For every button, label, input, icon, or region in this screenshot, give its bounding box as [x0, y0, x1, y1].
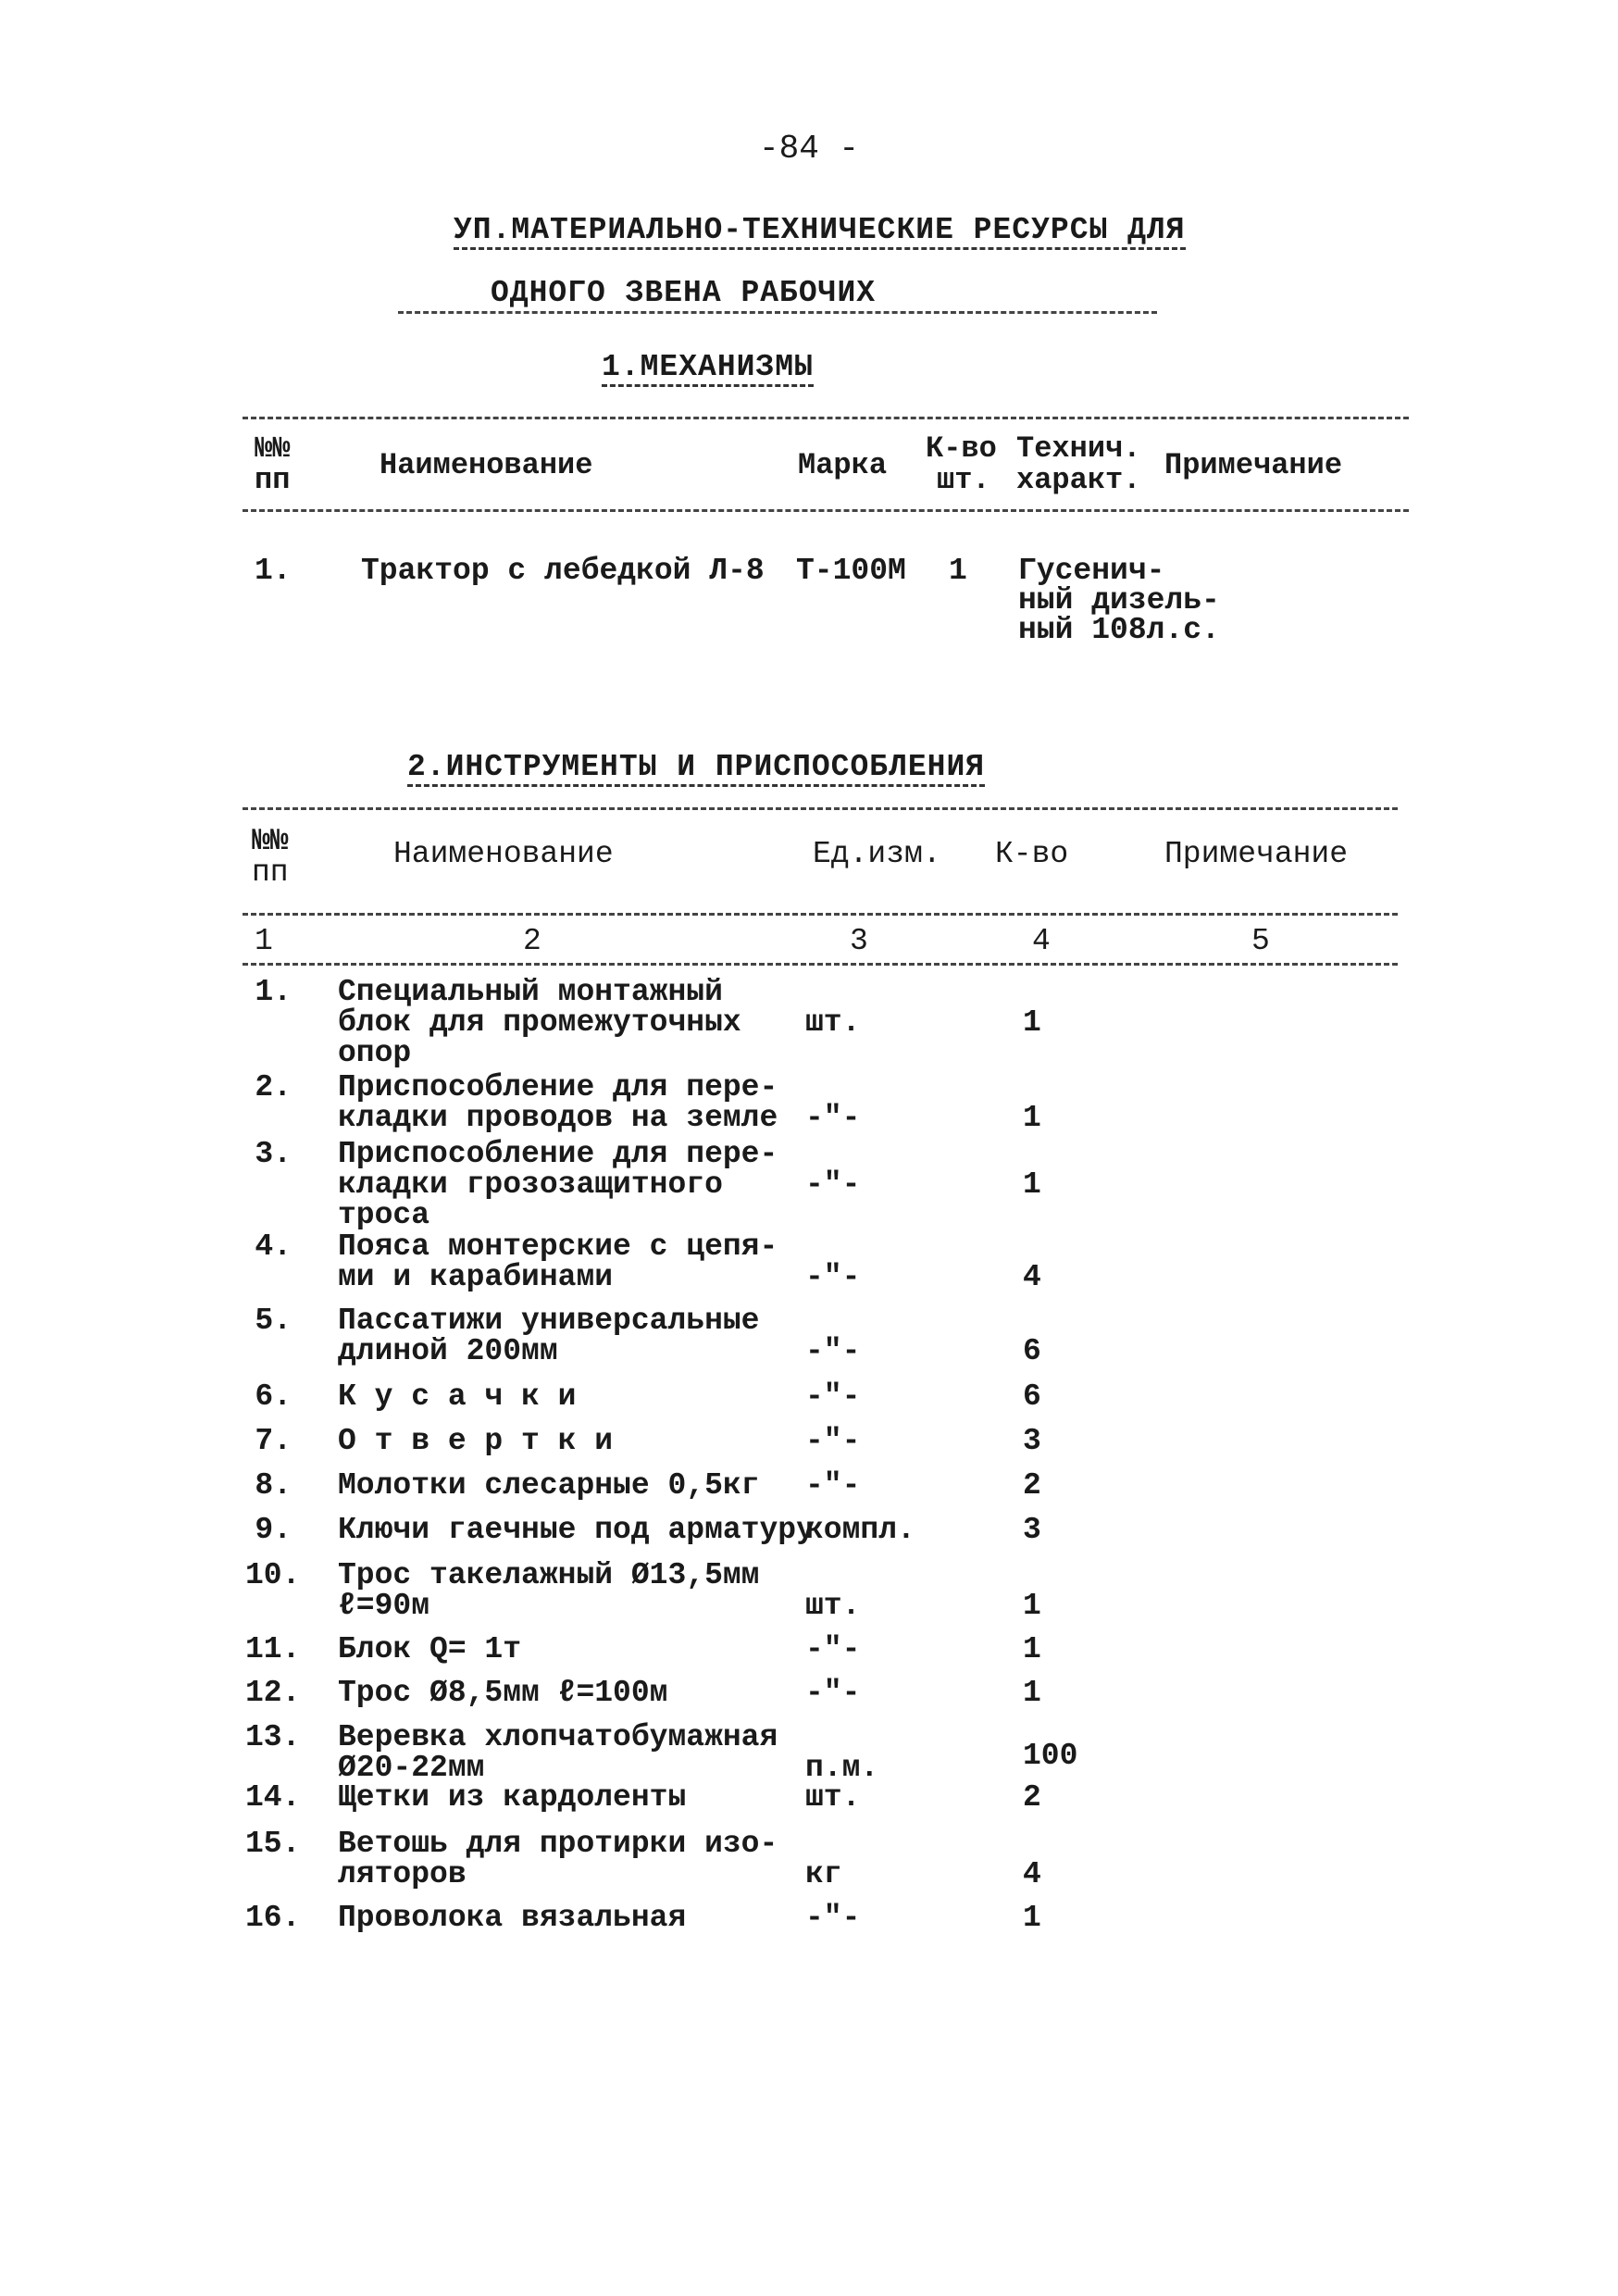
t1-row1-tech1: Гусенич- [1018, 554, 1165, 588]
row-number: 10. [245, 1558, 301, 1592]
row-name: Трос такелажный Ø13,5мм ℓ=90м [338, 1558, 760, 1623]
row-number: 16. [245, 1901, 301, 1935]
t2-header-no1: №№ [252, 824, 289, 858]
row-qty: 1 [1023, 1901, 1041, 1935]
t1-row1-name: Трактор с лебедкой Л-8 [361, 554, 765, 588]
row-name: Приспособление для пере- кладки проводов на земле [338, 1070, 778, 1135]
row-qty: 1 [1023, 1005, 1041, 1040]
row-unit: -"- [805, 1260, 861, 1294]
row-number: 9. [255, 1513, 292, 1547]
row-unit: -"- [805, 1167, 861, 1202]
t1-header-note: Примечание [1164, 448, 1343, 482]
t1-header-name: Наименование [380, 448, 593, 482]
row-unit: кг [805, 1857, 842, 1891]
row-qty: 4 [1023, 1260, 1041, 1294]
row-number: 11. [245, 1632, 301, 1666]
row-name: Щетки из кардоленты [338, 1780, 687, 1815]
row-name: Проволока вязальная [338, 1901, 687, 1935]
row-unit: -"- [805, 1468, 861, 1503]
row-unit: п.м. [805, 1751, 879, 1785]
row-name: Блок Q= 1т [338, 1632, 522, 1666]
tools-title: 2.ИНСТРУМЕНТЫ И ПРИСПОСОБЛЕНИЯ [407, 750, 985, 787]
row-name: О т в е р т к и [338, 1424, 614, 1458]
t1-row1-tech2: ный дизель- [1018, 583, 1220, 618]
table1-top-line [243, 417, 1409, 419]
t2-header-qty: К-во [995, 837, 1069, 871]
row-number: 15. [245, 1827, 301, 1861]
row-name: К у с а ч к и [338, 1379, 577, 1414]
row-unit: шт. [805, 1780, 861, 1815]
row-qty: 3 [1023, 1424, 1041, 1458]
row-unit: -"- [805, 1379, 861, 1414]
row-number: 1. [255, 975, 292, 1009]
t1-header-qty1: К-во [926, 431, 997, 466]
t2-header-no2: пп [252, 855, 289, 890]
t1-row1-no: 1. [255, 554, 292, 588]
row-qty: 1 [1023, 1589, 1041, 1623]
row-unit: шт. [805, 1005, 861, 1040]
row-unit: компл. [805, 1513, 915, 1547]
t2-header-name: Наименование [393, 837, 614, 871]
row-name: Пояса монтерские с цепя- ми и карабинами [338, 1229, 778, 1294]
row-unit: -"- [805, 1901, 861, 1935]
row-qty: 3 [1023, 1513, 1041, 1547]
t1-header-brand: Марка [798, 448, 888, 482]
row-unit: -"- [805, 1676, 861, 1710]
row-number: 6. [255, 1379, 292, 1414]
title-underline [398, 311, 1157, 314]
row-name: Ключи гаечные под арматуру [338, 1513, 815, 1547]
t1-header-tech2: характ. [1016, 463, 1141, 497]
row-qty: 2 [1023, 1780, 1041, 1815]
row-unit: -"- [805, 1334, 861, 1368]
row-name: Трос Ø8,5мм ℓ=100м [338, 1676, 668, 1710]
row-name: Молотки слесарные 0,5кг [338, 1468, 760, 1503]
row-name: Ветошь для протирки изо- ляторов [338, 1827, 778, 1891]
row-qty: 1 [1023, 1632, 1041, 1666]
t1-row1-qty: 1 [949, 554, 967, 588]
row-unit: -"- [805, 1424, 861, 1458]
row-name: Пассатижи универсальные длиной 200мм [338, 1304, 760, 1368]
section-title-line1: УП.МАТЕРИАЛЬНО-ТЕХНИЧЕСКИЕ РЕСУРСЫ ДЛЯ [454, 213, 1186, 250]
table2-numbers-line [243, 963, 1398, 966]
row-unit: -"- [805, 1101, 861, 1135]
table1-header-line [243, 509, 1409, 512]
table2-top-line [243, 807, 1398, 810]
row-number: 8. [255, 1468, 292, 1503]
row-number: 5. [255, 1304, 292, 1338]
t2-colnum-1: 1 [255, 924, 273, 958]
section-title-line2: ОДНОГО ЗВЕНА РАБОЧИХ [491, 276, 877, 310]
row-number: 7. [255, 1424, 292, 1458]
row-qty: 1 [1023, 1101, 1041, 1135]
t2-header-note: Примечание [1164, 837, 1349, 871]
row-name: Веревка хлопчатобумажная Ø20-22мм [338, 1720, 778, 1785]
t1-header-qty2: шт. [937, 463, 990, 497]
row-number: 3. [255, 1137, 292, 1171]
row-number: 4. [255, 1229, 292, 1264]
row-unit: шт. [805, 1589, 861, 1623]
row-qty: 2 [1023, 1468, 1041, 1503]
table2-header-line [243, 913, 1398, 916]
row-unit: -"- [805, 1632, 861, 1666]
row-qty: 6 [1023, 1379, 1041, 1414]
row-qty: 100 [1023, 1739, 1078, 1773]
t1-header-tech1: Технич. [1016, 431, 1141, 466]
t1-row1-tech3: ный 108л.с. [1018, 613, 1220, 647]
row-qty: 6 [1023, 1334, 1041, 1368]
t2-colnum-2: 2 [523, 924, 541, 958]
page-number: -84 - [759, 130, 860, 168]
t2-colnum-3: 3 [850, 924, 868, 958]
row-number: 2. [255, 1070, 292, 1104]
row-qty: 1 [1023, 1167, 1041, 1202]
t1-header-no2: пп [255, 463, 291, 497]
row-qty: 1 [1023, 1676, 1041, 1710]
row-name: Специальный монтажный блок для промежуточных опор [338, 975, 741, 1070]
t2-header-unit: Ед.изм. [813, 837, 941, 871]
row-number: 12. [245, 1676, 301, 1710]
row-number: 14. [245, 1780, 301, 1815]
t1-row1-brand: Т-100М [796, 554, 906, 588]
row-qty: 4 [1023, 1857, 1041, 1891]
t2-colnum-4: 4 [1032, 924, 1051, 958]
row-name: Приспособление для пере- кладки грозозащитного троса [338, 1137, 778, 1232]
t2-colnum-5: 5 [1251, 924, 1270, 958]
mechanisms-title: 1.МЕХАНИЗМЫ [602, 350, 814, 387]
t1-header-no1: №№ [255, 431, 291, 466]
row-number: 13. [245, 1720, 301, 1754]
